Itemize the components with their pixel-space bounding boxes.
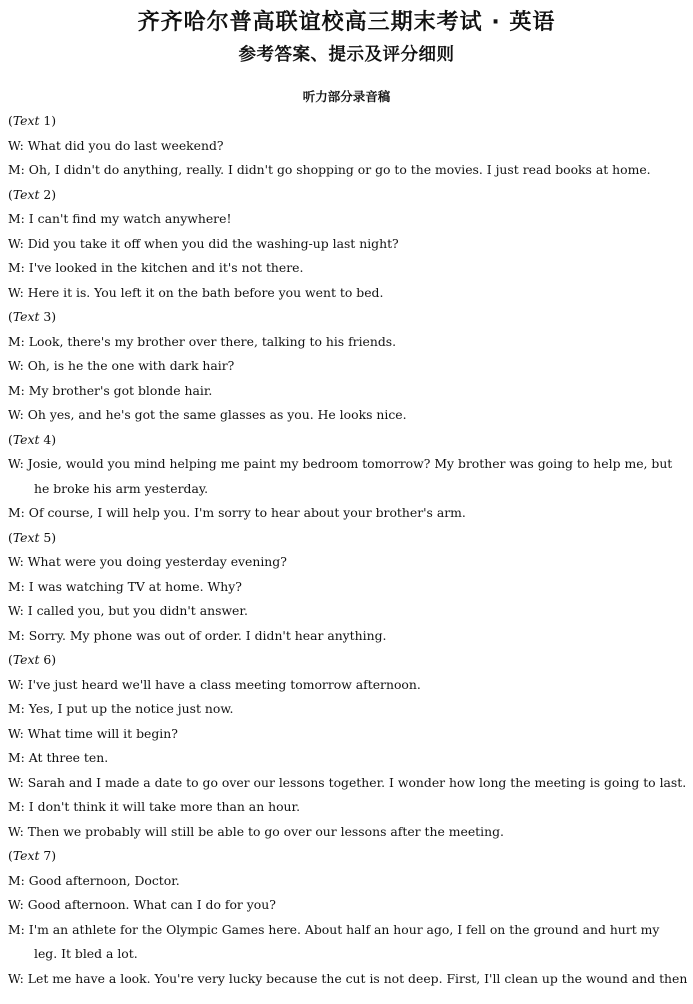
page-title: 齐齐哈尔普高联谊校高三期末考试 · 英语 <box>137 10 556 35</box>
dialogue-line: W: What were you doing yesterday evening? <box>8 554 287 569</box>
dialogue-line: M: I can't find my watch anywhere! <box>8 211 232 226</box>
dialogue-line: M: I've looked in the kitchen and it's not there. <box>8 260 304 275</box>
section-title: 听力部分录音稿 <box>302 89 391 104</box>
dialogue-line: M: I don't think it will take more than an hour. <box>8 799 301 814</box>
dialogue-line: W: Josie, would you mind helping me paint my bedroom tomorrow? My brother was going to help me, but he broke his arm yesterday. <box>8 456 673 496</box>
dialogue-line: W: Here it is. You left it on the bath before you went to bed. <box>8 284 384 300</box>
dialogue-line: M: My brother's got blonde hair. <box>8 382 213 398</box>
dialogue-line: W: I've just heard we'll have a class meeting tomorrow afternoon. <box>8 676 421 692</box>
dialogue-line: M: At three ten. <box>8 750 109 765</box>
dialogue-line: W: What time will it begin? <box>8 725 178 741</box>
dialogue-line: M: I was watching TV at home. Why? <box>8 578 242 594</box>
text-section-label: (Text 7) <box>8 848 57 863</box>
dialogue-line: M: Of course, I will help you. I'm sorry to hear about your brother's arm. <box>8 505 466 520</box>
dialogue-line: M: Good afternoon, Doctor. <box>8 872 180 888</box>
text-section-label: (Text 2) <box>8 186 57 202</box>
dialogue-line: W: Then we probably will still be able to go over our lessons after the meeting. <box>8 823 504 839</box>
dialogue-line: W: Sarah and I made a date to go over our lessons together. I wonder how long the meeting is going to last. <box>8 774 687 790</box>
text-section-label: (Text 5) <box>8 529 57 545</box>
dialogue-line: M: Yes, I put up the notice just now. <box>8 701 234 716</box>
dialogue-line: W: Let me have a look. You're very lucky because the cut is not deep. First, I'll clean up the wound and then <box>8 970 688 986</box>
dialogue-line: W: Did you take it off when you did the washing-up last night? <box>8 235 399 251</box>
dialogue-line: W: Good afternoon. What can I do for you? <box>8 897 276 912</box>
dialogue-line: W: Oh yes, and he's got the same glasses as you. He looks nice. <box>8 407 407 422</box>
dialogue-line: W: Oh, is he the one with dark hair? <box>8 358 235 373</box>
text-section-label: (Text 1) <box>8 113 57 128</box>
page-subtitle: 参考答案、提示及评分细则 <box>238 45 455 65</box>
dialogue-line: M: Look, there's my brother over there, talking to his friends. <box>8 333 397 349</box>
dialogue-line: W: I called you, but you didn't answer. <box>8 603 248 618</box>
dialogue-line: M: Oh, I didn't do anything, really. I didn't go shopping or go to the movies. I just read books at home. <box>8 162 651 177</box>
text-section-label: (Text 4) <box>8 431 57 447</box>
dialogue-line: M: I'm an athlete for the Olympic Games here. About half an hour ago, I fell on the ground and hurt my leg. It bled a lot. <box>8 921 660 961</box>
text-section-label: (Text 3) <box>8 309 57 324</box>
transcript <box>8 109 688 991</box>
text-section-label: (Text 6) <box>8 652 57 667</box>
dialogue-line: M: Sorry. My phone was out of order. I didn't hear anything. <box>8 627 387 643</box>
dialogue-line: W: What did you do last weekend? <box>8 137 224 153</box>
